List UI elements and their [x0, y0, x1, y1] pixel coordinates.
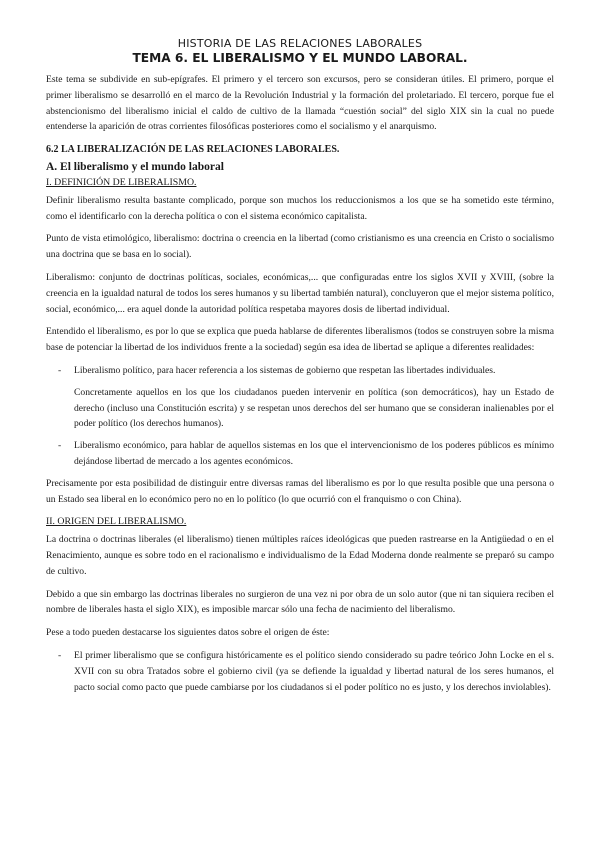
document-body	[46, 72, 554, 701]
part1-paragraph-2: Punto de vista etimológico, liberalismo: doctrina o creencia en la libertad (como cristianismo es una creencia en Cristo o socialismo una doctrina que se basa en lo social).	[46, 233, 554, 261]
part2-paragraph-2: Debido a que sin embargo las doctrinas liberales no surgieron de una vez ni por obra de un solo autor (que ni tan siquiera reciben el nombre de liberales hasta el siglo XIX), es imposible marcar sólo una fecha de nacimiento del liberalismo.	[46, 588, 554, 616]
part1-paragraph-1: Definir liberalismo resulta bastante complicado, porque son muchos los reduccionismos a los que se ha sometido este término, como el identificarlo con la derecha política o con el sistema económico capitalista.	[46, 194, 554, 222]
part1-paragraph-5: Precisamente por esta posibilidad de distinguir entre diversas ramas del liberalismo es por lo que resulta posible que una persona o un Estado sea liberal en lo económico pero no en lo político (lo que ocurrió con el franquismo o con China).	[46, 477, 554, 505]
part1-paragraph-4: Entendido el liberalismo, es por lo que se explica que pueda hablarse de diferentes liberalismos (todos se construyen sobre la misma base de potenciar la libertad de los individuos frente a la sociedad) según esa idea de libertad se aplique a diferentes realidades:	[46, 326, 554, 354]
subsection-heading: A. El liberalismo y el mundo laboral	[46, 160, 224, 173]
list-item	[46, 363, 554, 379]
bullet-marker: -	[58, 440, 62, 452]
list-item-text: Liberalismo económico, para hablar de aquellos sistemas en los que el intervencionismo de los poderes públicos es mínimo dejándose libertad de mercado a los agentes económicos.	[74, 440, 554, 467]
part2-heading: II. ORIGEN DEL LIBERALISMO.	[46, 516, 187, 528]
part1-heading: I. DEFINICIÓN DE LIBERALISMO.	[46, 176, 197, 188]
section-heading: 6.2 LA LIBERALIZACIÓN DE LAS RELACIONES LABORALES.	[46, 144, 340, 156]
part2-paragraph-3: Pese a todo pueden destacarse los siguientes datos sobre el origen de éste:	[46, 627, 330, 639]
list-item-text: Liberalismo político, para hacer referencia a los sistemas de gobierno que respetan las libertades individuales.	[74, 364, 496, 376]
list-item-text: El primer liberalismo que se configura históricamente es el político siendo considerado su padre teórico John Locke en el s. XVII con su obra Tratados sobre el gobierno civil (ya se defiende la igualdad y libertad natural de los seres humanos, el pacto social como pacto que puede cambiarse por los ciudadanos si el poder político no es justo, y los derechos inviolables).	[74, 649, 554, 693]
intro-paragraph: Este tema se subdivide en sub-epígrafes. El primero y el tercero son excursos, pero se consideran útiles. El primero, porque el primer liberalismo se desarrolló en el marco de la Revolución Industrial y la formación del proletariado. El tercero, porque fue el abstencionismo del liberalismo inicial el caldo de cultivo de la llamada “cuestión social” del siglo XIX sin la cual no puede entenderse la aparición de otras corrientes filosóficas posteriores como el socialismo y el anarquismo.	[46, 74, 554, 133]
part1-paragraph-3: Liberalismo: conjunto de doctrinas políticas, sociales, económicas,... que configuradas entre los siglos XVII y XVIII, (sobre la creencia en la igualdad natural de todos los seres humanos y su libertad también natural), concluyeron que el mejor sistema político, social, económico,... era aquel donde la autoridad política respetaba mayores dosis de libertad individual.	[46, 271, 554, 315]
page-title: TEMA 6. EL LIBERALISMO Y EL MUNDO LABORAL.	[132, 51, 468, 65]
part2-paragraph-1: La doctrina o doctrinas liberales (el liberalismo) tienen múltiples raíces ideológicas que pueden rastrearse en la Antigüedad o en el Renacimiento, aunque es sobre todo en el racionalismo e individualismo de la Edad Moderna donde realmente se preparó su campo de cultivo.	[46, 534, 554, 577]
list-item	[46, 648, 554, 695]
list-item-continuation: Concretamente aquellos en los que los ciudadanos pueden intervenir en política (son democráticos), hay un Estado de derecho (incluso una Constitución escrita) y se respetan unos derechos del ser humano que se consideran inalienables por el poder político (los derechos humanos).	[74, 386, 554, 430]
list-item	[46, 438, 554, 470]
course-header: HISTORIA DE LAS RELACIONES LABORALES	[177, 37, 423, 50]
bullet-marker: -	[58, 649, 62, 661]
bullet-marker: -	[58, 364, 62, 376]
